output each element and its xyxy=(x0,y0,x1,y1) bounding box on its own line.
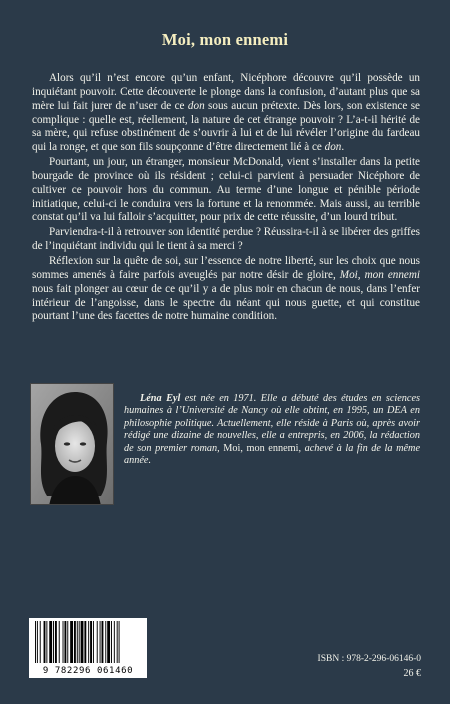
text-run: Alors qu’il n’est encore qu’un enfant, Nicéphore découvre qu’il possède un inquiétant pouvoir. Cette découverte le plonge dans la confusion, d’autant plus que sa mère lui fait jurer de n’user de ce xyxy=(32,72,420,112)
author-photo xyxy=(30,383,114,505)
italic-text: don xyxy=(187,99,205,112)
barcode xyxy=(29,618,147,678)
author-portrait-icon xyxy=(31,384,114,505)
text-run: Réflexion sur la quête de soi, sur l’essence de notre liberté, sur les choix que nous sommes amenés à faire parfois aveuglés par notre désir de gloire, xyxy=(32,254,420,281)
barcode-icon xyxy=(29,618,147,666)
author-bio xyxy=(124,393,420,467)
isbn: ISBN : 978-2-296-06146-0 xyxy=(317,654,421,664)
text-run: Pourtant, un jour, un étranger, monsieur McDonald, vient s’installer dans la petite bourgade de province où ils résident ; celui-ci parvient à persuader Nicéphore de cultiver ce pouvoir hors du commun. Au terme d’une longue et pénible période initiatique, celui-ci le conduira vers la fortune et la renommée. Mais aussi, au terrible constat qu’il va lui falloir s’acquitter, pour prix de cette réussite, d’un lourd tribut. xyxy=(32,156,420,224)
text-run: sous aucun prétexte. Dès lors, son existence se complique : quelle est, réellement, la nature de cet étrange pouvoir ? L’a-t-il hérité de sa mère, qui refuse obstinément de s’ouvrir à lui et de lui révéler l’origine du fardeau qui la ronge, et que son fils soupçonne d’être directement lié à ce xyxy=(32,99,420,154)
text-run: . xyxy=(341,141,345,154)
synopsis-paragraph xyxy=(32,255,420,324)
italic-text: don xyxy=(324,141,342,154)
synopsis-paragraph xyxy=(32,72,420,155)
synopsis-paragraph xyxy=(32,226,420,254)
italic-text: Moi, mon ennemi xyxy=(339,268,420,281)
synopsis xyxy=(32,72,420,324)
barcode-number: 9 782296 061460 xyxy=(42,666,134,676)
text-run: nous fait plonger au cœur de ce qu’il y a de plus noir en chacun de nous, dans l’enfer intérieur de l’angoisse, dans le spectre du néant qui nous guette, et qui constitue pourtant l’une des facettes de notre humaine condition. xyxy=(32,282,420,323)
text-run: Parviendra-t-il à retrouver son identité perdue ? Réussira-t-il à se libérer des griffes de l’inquiétant individu qui le tient à sa merci ? xyxy=(32,226,420,253)
book-title: Moi, mon ennemi xyxy=(161,30,289,49)
text-run: Moi, mon ennemi xyxy=(223,442,299,454)
italic-text: est née en 1971. Elle a débuté des études en sciences humaines à l’Université de Nancy où elle obtint, en 1995, un DEA en philosophie politique. Actuellement, elle réside à Paris où, après avoir rédigé une dizaine de nouvelles, elle a entrepris, en 2006, la rédaction de son premier roman, xyxy=(124,393,420,454)
price: 26 € xyxy=(403,668,421,679)
italic-text: , achevé à la fin de la même année. xyxy=(124,442,421,467)
author-name: Léna Eyl xyxy=(140,393,181,404)
synopsis-paragraph xyxy=(32,156,420,225)
